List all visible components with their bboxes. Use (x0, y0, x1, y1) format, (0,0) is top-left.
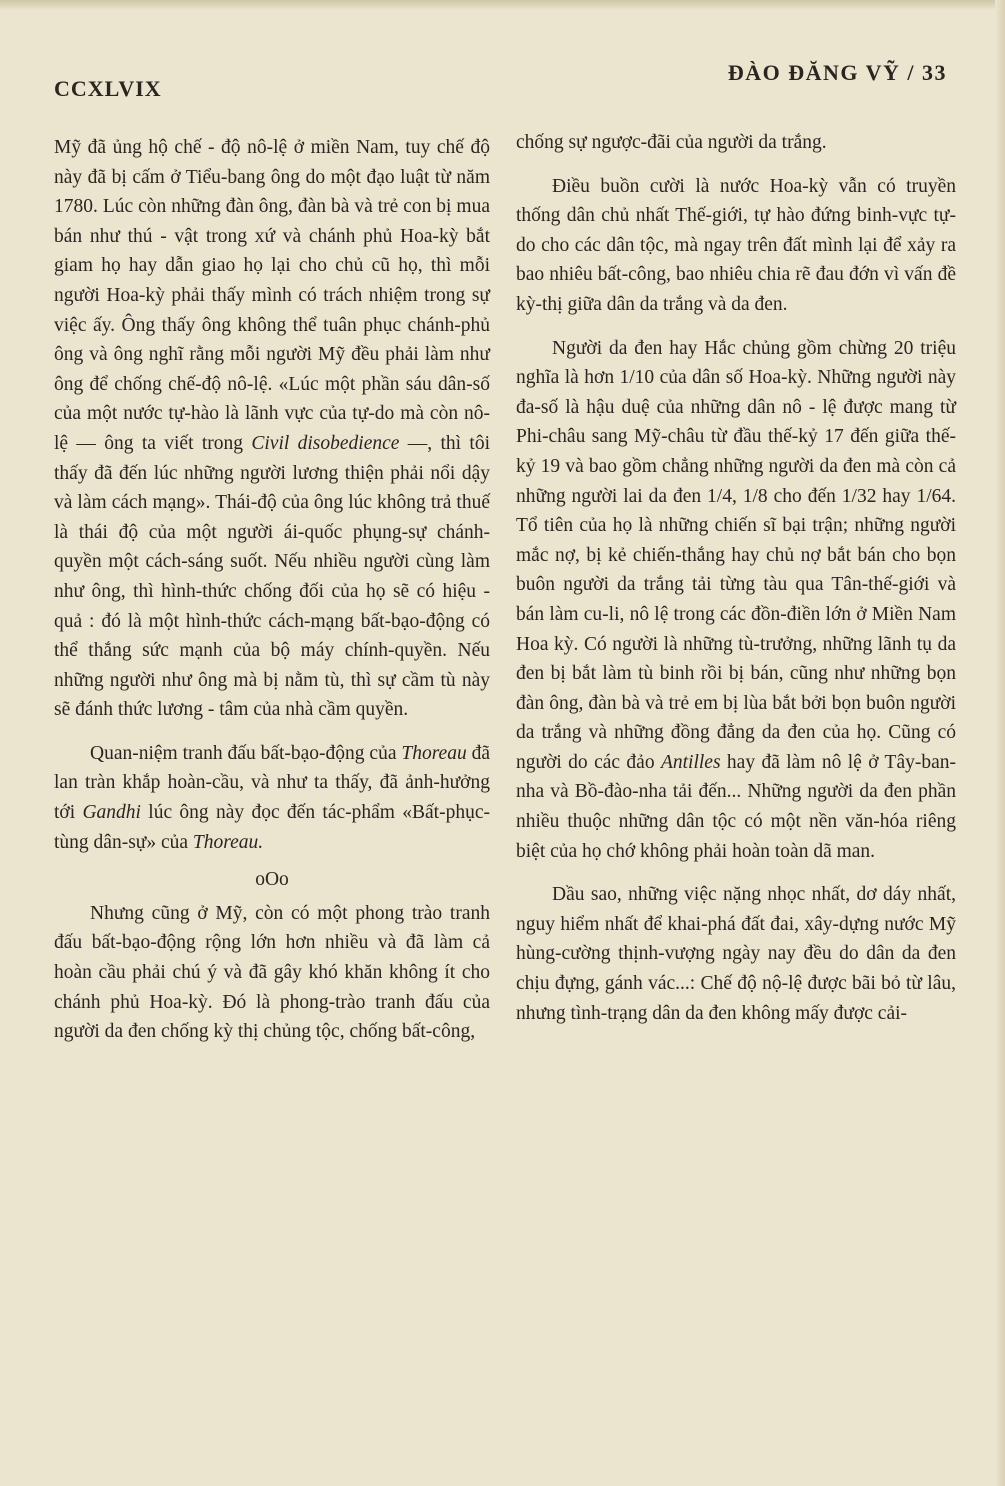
paragraph-text: Mỹ đã ủng hộ chế - độ nô-lệ ở miền Nam, tuy chế độ này đã bị cấm ở Tiểu-bang ông do một đạo luật từ năm 1780. Lúc còn những đàn ông, đàn bà và trẻ con bị mua bán như thú - vật trong xứ và chánh phủ Hoa-kỳ bắt giam họ hay dẫn giao họ lại cho chủ cũ họ, thì mỗi người Hoa-kỳ phải thấy mình có trách nhiệm trong sự việc ấy. Ông thấy ông không thể tuân phục chánh-phủ ông và ông nghĩ rằng mỗi người Mỹ đều phải làm như ông để chống chế-độ nô-lệ. «Lúc một phần sáu dân-số của một nước tự-hào là lãnh vực của tự-do mà còn nô-lệ — ông ta viết trong (54, 137, 490, 454)
italic-name: Gandhi (82, 802, 141, 824)
paragraph: Nhưng cũng ở Mỹ, còn có một phong trào tranh đấu bất-bạo-động rộng lớn hơn nhiều và đã làm cả hoàn cầu phải chú ý và đã gây khó khăn không ít cho chánh phủ Hoa-kỳ. Đó là phong-trào tranh đấu của người da đen chống kỳ thị chủng tộc, chống bất-công, (54, 902, 490, 1043)
italic-title: Civil disobedience (251, 432, 400, 454)
right-column (516, 128, 956, 1042)
left-column (54, 133, 490, 1061)
paragraph: chống sự ngược-đãi của người da trắng. (516, 132, 827, 153)
italic-name: Antilles (660, 751, 721, 773)
paragraph: Dầu sao, những việc nặng nhọc nhất, dơ dáy nhất, nguy hiểm nhất để khai-phá đất đai, xây-dựng nước Mỹ hùng-cường thịnh-vượng ngày nay đều do dân da đen chịu đựng, gánh vác...: Chế độ nộ-lệ được bãi bỏ từ lâu, nhưng tình-trạng dân da đen không mấy được cải- (516, 884, 956, 1024)
paragraph-text: hay đã làm nô lệ ở Tây-ban-nha và Bồ-đào-nha tải đến... Những người da đen phần nhiều thuộc những dân tộc có một nền văn-hóa riêng biệt của họ chớ không phải hoàn toàn dã man. (516, 751, 956, 862)
paragraph: Điều buồn cười là nước Hoa-kỳ vẫn có truyền thống dân chủ nhất Thế-giới, tự hào đứng binh-vực tự-do cho các dân tộc, mà ngay trên đất mình lại để xảy ra bao nhiêu bất-công, bao nhiêu chia rẽ đau đớn vì vấn đề kỳ-thị giữa dân da trắng và da đen. (516, 175, 956, 315)
paragraph-text: đã lan tràn khắp hoàn-cầu, và như ta thấy, đã ảnh-hưởng tới (54, 742, 490, 824)
italic-name: Thoreau (401, 742, 467, 764)
running-header-right: ĐÀO ĐĂNG VỸ / 33 (727, 60, 947, 85)
page-top-edge (0, 0, 1005, 10)
paragraph-text: Quan-niệm tranh đấu bất-bạo-động của (90, 742, 402, 764)
running-header-left: CCXLVIX (54, 76, 162, 101)
section-separator: oOo (255, 869, 289, 891)
paragraph (54, 739, 490, 857)
paragraph-text: lúc ông này đọc đến tác-phẩm «Bất-phục-tùng dân-sự» của (54, 802, 490, 853)
paragraph (54, 133, 490, 725)
paragraph-text: Người da đen hay Hắc chủng gồm chừng 20 triệu nghĩa là hơn 1/10 của dân số Hoa-kỳ. Những người này đa-số là hậu duệ của những dân nô - lệ được mang từ Phi-châu sang Mỹ-châu từ đầu thế-kỷ 17 đến giữa thế-kỷ 19 và bao gồm chẳng những người da đen mà còn cả những người lai da đen 1/4, 1/8 cho đến 1/32 hay 1/64. Tổ tiên của họ là những chiến sĩ bại trận; những người mắc nợ, bị kẻ chiến-thắng hay chủ nợ bắt bán cho bọn buôn người da trắng tải từng tàu qua Tân-thế-giới và bán làm cu-li, nô lệ trong các đồn-điền lớn ở Miền Nam Hoa kỳ. Có người là những tù-trưởng, những lãnh tụ da đen bị bắt làm tù binh rồi bị bán, cũng như những bọn đàn ông, đàn bà và trẻ em bị lùa bắt bởi bọn buôn người da trắng và những đồng đẳng da đen của họ. Cũng có người do các đảo (516, 337, 956, 773)
page-right-edge (995, 0, 1005, 1486)
paragraph (516, 334, 956, 867)
paragraph-text: —, thì tôi thấy đã đến lúc những người lương thiện phải nổi dậy và làm cách mạng». Thái-độ của ông lúc không trả thuế là thái độ của một người ái-quốc phụng-sự chánh-quyền một cách-sáng suốt. Nếu nhiều người cùng làm như ông, thì hình-thức chống đối của họ sẽ có hiệu - quả : đó là một hình-thức cách-mạng bất-bạo-động có thể thắng sức mạnh của bộ máy chính-quyền. Nếu những người như ông mà bị nằm tù, thì sự cầm tù này sẽ đánh thức lương - tâm của nhà cầm quyền. (54, 432, 490, 721)
italic-name: Thoreau. (192, 831, 264, 853)
